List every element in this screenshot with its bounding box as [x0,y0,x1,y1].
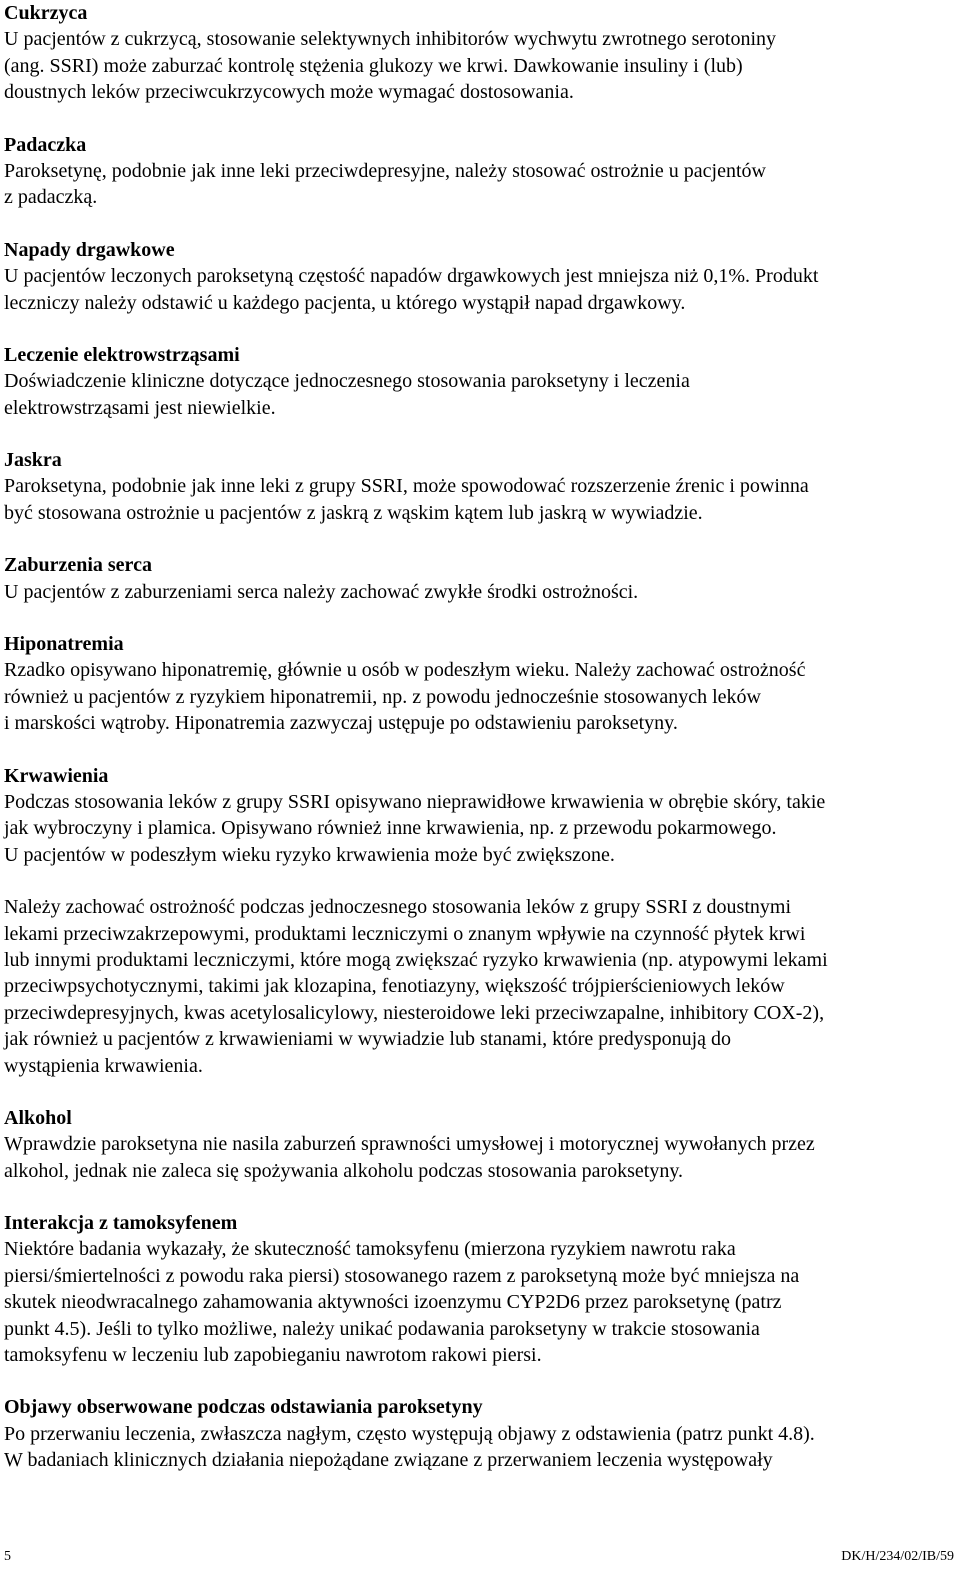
section-heading: Objawy obserwowane podczas odstawiania paroksetyny [4,1396,483,1419]
text-line: Podczas stosowania leków z grupy SSRI opisywano nieprawidłowe krwawienia w obrębie skóry, takie [4,790,826,813]
text-line: Należy zachować ostrożność podczas jednoczesnego stosowania leków z grupy SSRI z doustnymi [4,896,792,919]
text-line: Doświadczenie kliniczne dotyczące jednoczesnego stosowania paroksetyny i leczenia [4,370,690,393]
text-line: z padaczką. [4,186,98,209]
section-alkohol [4,1105,954,1184]
section-heading: Jaskra [4,449,62,472]
section-heading: Interakcja z tamoksyfenem [4,1212,238,1235]
section-padaczka [4,132,954,211]
section-heading: Alkohol [4,1106,72,1129]
text-line: Po przerwaniu leczenia, zwłaszcza nagłym, często występują objawy z odstawienia (patrz punkt 4.8). [4,1422,815,1445]
text-line: piersi/śmiertelności z powodu raka piersi) stosowanego razem z paroksetyną może być mniejsza na [4,1264,800,1287]
text-line: i marskości wątroby. Hiponatremia zazwyczaj ustępuje po odstawieniu paroksetyny. [4,712,678,735]
text-line: skutek nieodwracalnego zahamowania aktywności izoenzymu CYP2D6 przez paroksetynę (patrz [4,1291,782,1314]
text-line: U pacjentów z cukrzycą, stosowanie selektywnych inhibitorów wychwytu zwrotnego serotoniny [4,28,777,51]
text-line: Wprawdzie paroksetyna nie nasila zaburzeń sprawności umysłowej i motorycznej wywołanych przez [4,1133,815,1156]
text-line: Paroksetyna, podobnie jak inne leki z grupy SSRI, może spowodować rozszerzenie źrenic i powinna [4,475,809,498]
text-line: leczniczy należy odstawić u każdego pacjenta, u którego wystąpił napad drgawkowy. [4,291,686,314]
text-line: elektrowstrząsami jest niewielkie. [4,396,276,419]
text-line: lekami przeciwzakrzepowymi, produktami leczniczymi o znanym wpływie na czynność płytek krwi [4,922,806,945]
section-krwawienia-continued [4,894,954,1079]
text-line: W badaniach klinicznych działania niepożądane związane z przerwaniem leczenia występowały [4,1449,773,1472]
section-leczenie-elektrowstrzasami [4,342,954,421]
section-heading: Napady drgawkowe [4,238,175,261]
page-number: 5 [4,1549,11,1564]
text-line: przeciwdepresyjnych, kwas acetylosalicylowy, niesteroidowe leki przeciwzapalne, inhibitory COX-2), [4,1001,825,1024]
text-line: Niektóre badania wykazały, że skuteczność tamoksyfenu (mierzona ryzykiem nawrotu raka [4,1238,736,1261]
section-interakcja-z-tamoksyfenem [4,1210,954,1368]
text-line: U pacjentów w podeszłym wieku ryzyko krwawienia może być zwiększone. [4,843,615,866]
text-line: Paroksetynę, podobnie jak inne leki przeciwdepresyjne, należy stosować ostrożnie u pacjentów [4,159,766,182]
text-line: punkt 4.5). Jeśli to tylko możliwe, należy unikać podawania paroksetyny w trakcie stosowania [4,1317,760,1340]
text-line: U pacjentów z zaburzeniami serca należy zachować zwykłe środki ostrożności. [4,580,639,603]
section-krwawienia [4,763,954,869]
text-line: alkohol, jednak nie zaleca się spożywania alkoholu podczas stosowania paroksetyny. [4,1159,684,1182]
section-heading: Krwawienia [4,764,109,787]
section-napady-drgawkowe [4,237,954,316]
section-heading: Padaczka [4,133,87,156]
section-zaburzenia-serca [4,552,954,605]
text-line: również u pacjentów z ryzykiem hiponatremii, np. z powodu jednocześnie stosowanych leków [4,685,762,708]
text-line: przeciwpsychotycznymi, takimi jak klozapina, fenotiazyny, większość trójpierścieniowych leków [4,975,785,998]
text-line: jak również u pacjentów z krwawieniami w wywiadzie lub stanami, które predysponują do [4,1028,732,1051]
section-heading: Hiponatremia [4,633,124,656]
section-heading: Zaburzenia serca [4,554,152,577]
text-line: (ang. SSRI) może zaburzać kontrolę stężenia glukozy we krwi. Dawkowanie insuliny i (lub) [4,54,743,77]
text-line: U pacjentów leczonych paroksetyną częstość napadów drgawkowych jest mniejsza niż 0,1%. Produkt [4,265,819,288]
document-body [4,0,954,1500]
text-line: lub innymi produktami leczniczymi, które mogą zwiększać ryzyko krwawienia (np. atypowymi lekami [4,948,828,971]
section-heading: Cukrzyca [4,2,88,24]
text-line: tamoksyfenu w leczeniu lub zapobieganiu nawrotom rakowi piersi. [4,1344,542,1367]
document-reference: DK/H/234/02/IB/59 [841,1549,954,1564]
section-jaskra [4,447,954,526]
text-line: Rzadko opisywano hiponatremię, głównie u osób w podeszłym wieku. Należy zachować ostrożność [4,659,806,682]
text-line: być stosowana ostrożnie u pacjentów z jaskrą z wąskim kątem lub jaskrą w wywiadzie. [4,501,703,524]
section-hiponatremia [4,631,954,737]
text-line: jak wybroczyny i plamica. Opisywano również inne krwawienia, np. z przewodu pokarmowego. [4,817,777,840]
text-line: doustnych leków przeciwcukrzycowych może wymagać dostosowania. [4,81,574,104]
section-cukrzyca [4,0,954,106]
section-objawy-odstawienia [4,1394,954,1473]
text-line: wystąpienia krwawienia. [4,1054,203,1077]
section-heading: Leczenie elektrowstrząsami [4,343,240,366]
page-footer [4,1548,954,1566]
